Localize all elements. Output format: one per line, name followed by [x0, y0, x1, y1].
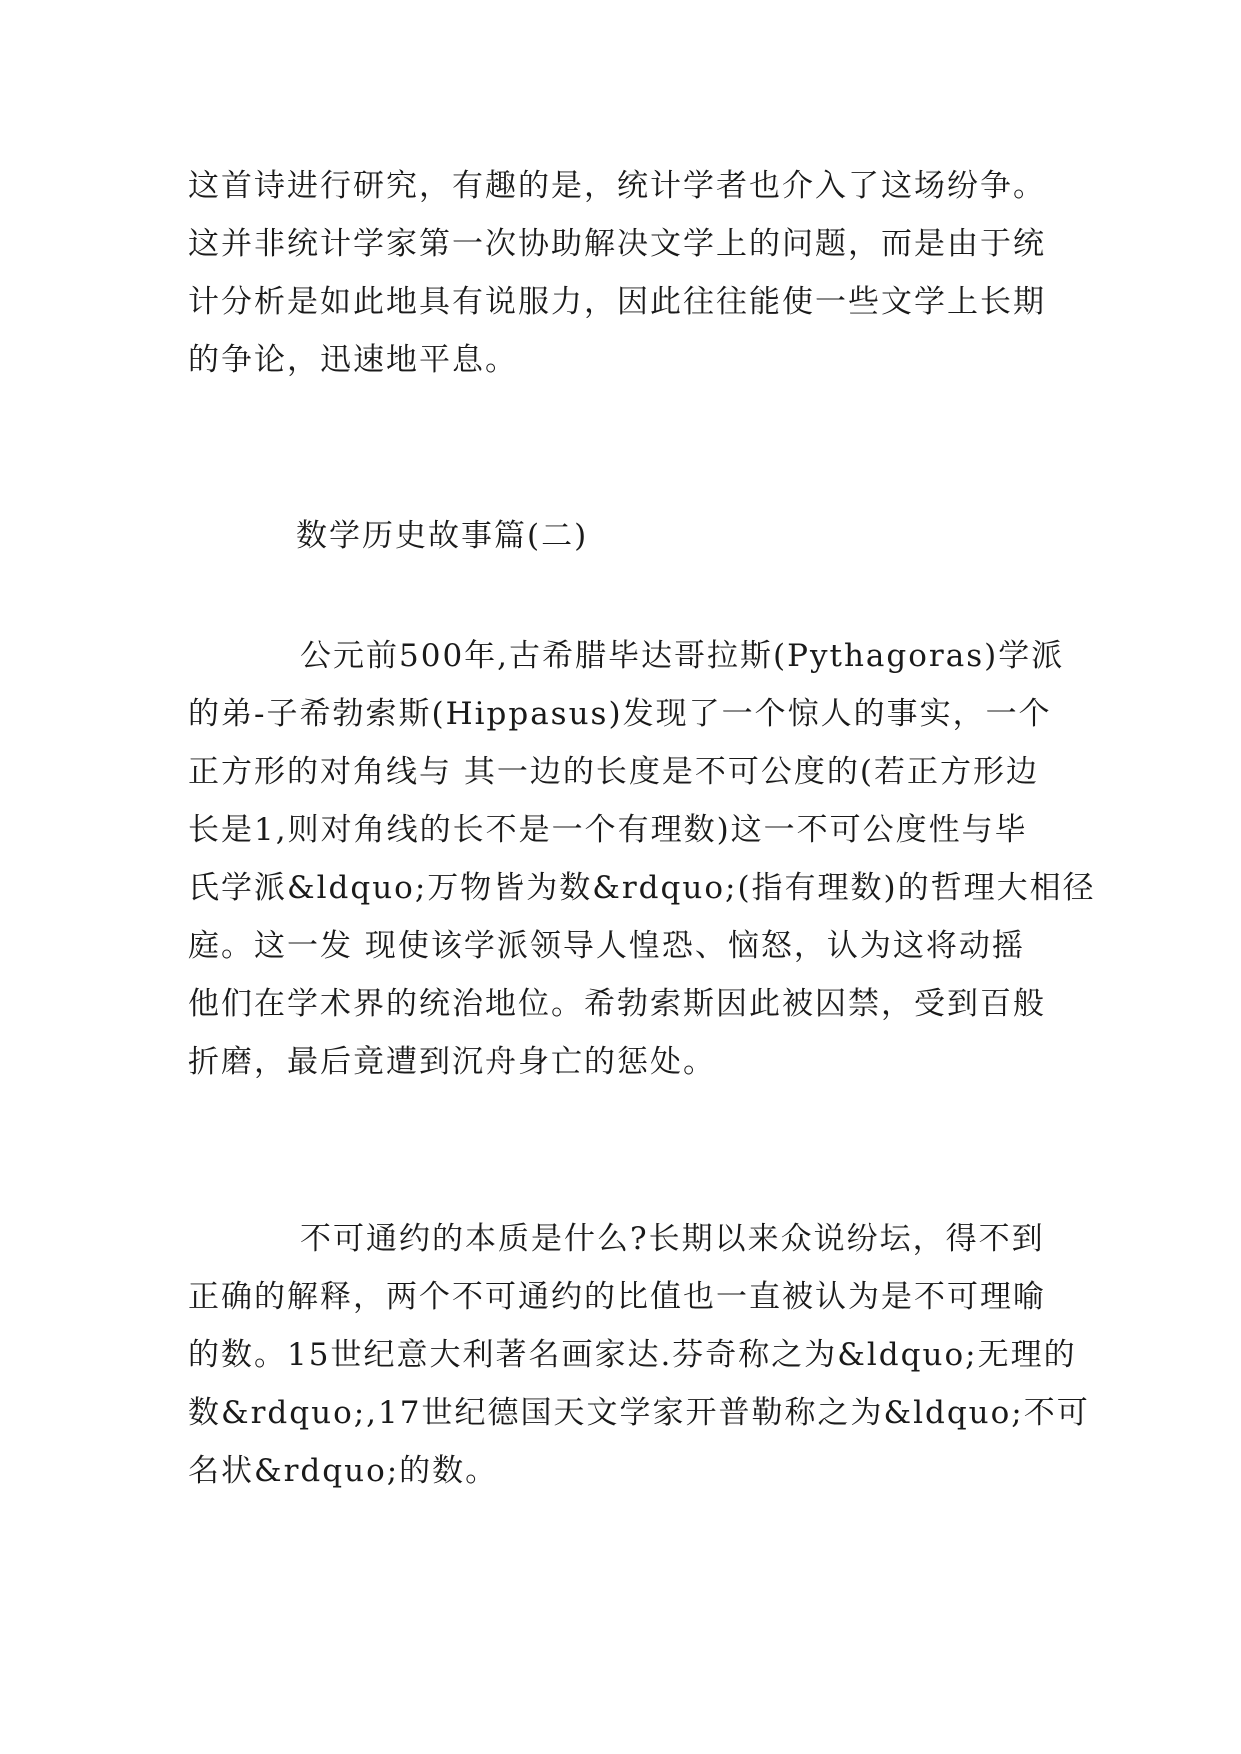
text-line: 正确的解释，两个不可通约的比值也一直被认为是不可理喻 [188, 1279, 1046, 1315]
text-line: 他们在学术界的统治地位。希勃索斯因此被囚禁，受到百般 [188, 986, 1046, 1022]
text-line: 不可通约的本质是什么?长期以来众说纷坛，得不到 [300, 1221, 1045, 1257]
paragraph-hippasus-story [188, 627, 1096, 1091]
section-title-text: 数学历史故事篇(二) [296, 518, 589, 554]
text-line: 这首诗进行研究，有趣的是，统计学者也介入了这场纷争。 [188, 168, 1046, 204]
text-line: 正方形的对角线与 其一边的长度是不可公度的(若正方形边 [188, 754, 1039, 790]
text-line: 数&rdquo;,17世纪德国天文学家开普勒称之为&ldquo;不可 [188, 1395, 1090, 1431]
text-line: 的弟-子希勃索斯(Hippasus)发现了一个惊人的事实，一个 [188, 696, 1052, 732]
text-line: 计分析是如此地具有说服力，因此往往能使一些文学上长期 [188, 284, 1046, 320]
text-line: 长是1,则对角线的长不是一个有理数)这一不可公度性与毕 [188, 812, 1028, 848]
paragraph-irrational-numbers [188, 1210, 1090, 1500]
text-line: 的数。15世纪意大利著名画家达.芬奇称之为&ldquo;无理的 [188, 1337, 1077, 1373]
text-line: 公元前500年,古希腊毕达哥拉斯(Pythagoras)学派 [300, 638, 1065, 674]
text-line: 折磨，最后竟遭到沉舟身亡的惩处。 [188, 1044, 716, 1080]
text-line: 的争论，迅速地平息。 [188, 342, 518, 378]
section-heading [296, 507, 996, 565]
text-line: 名状&rdquo;的数。 [188, 1453, 499, 1489]
paragraph-statistics-literature [188, 157, 1068, 389]
text-line: 这并非统计学家第一次协助解决文学上的问题，而是由于统 [188, 226, 1046, 262]
text-line: 氏学派&ldquo;万物皆为数&rdquo;(指有理数)的哲理大相径 [188, 870, 1096, 906]
text-line: 庭。这一发 现使该学派领导人惶恐、恼怒，认为这将动摇 [188, 928, 1025, 964]
